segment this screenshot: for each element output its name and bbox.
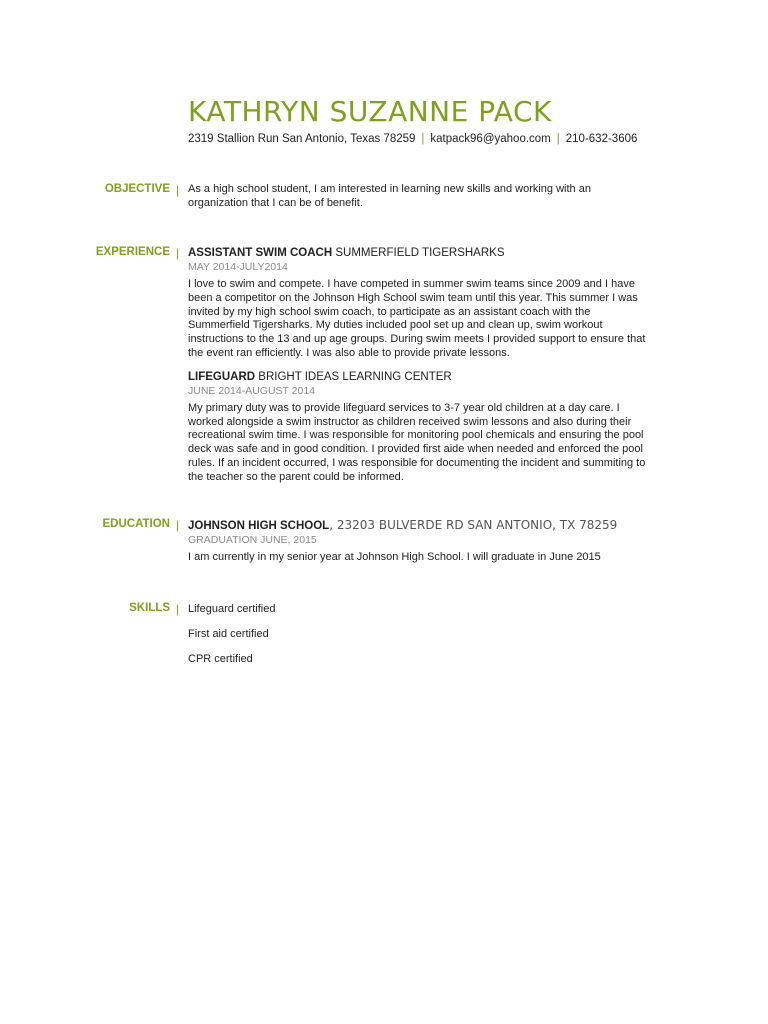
skills-heading: SKILLS [129, 602, 170, 614]
section-divider: | [176, 602, 180, 616]
objective-text: As a high school student, I am interested in learning new skills and working with an organization that I can be of benefit. [188, 183, 591, 209]
job-dates: JUNE 2014-AUGUST 2014 [188, 384, 316, 397]
experience-body [188, 246, 650, 485]
job-org: SUMMERFIELD TIGERSHARKS [332, 247, 505, 259]
contact-line [188, 133, 637, 145]
education-heading: EDUCATION [102, 518, 170, 530]
education-body [188, 518, 650, 565]
school-line [188, 518, 650, 534]
contact-separator: | [556, 133, 560, 145]
job-org: BRIGHT IDEAS LEARNING CENTER [255, 370, 452, 383]
email: katpack96@yahoo.com [430, 133, 551, 145]
job-role: LIFEGUARD [188, 370, 256, 383]
experience-heading: EXPERIENCE [95, 246, 170, 258]
candidate-name: KATHRYN SUZANNE PACK [188, 95, 552, 128]
job-title [188, 370, 650, 385]
skills-list [188, 602, 650, 677]
phone: 210-632-3606 [565, 133, 638, 145]
section-divider: | [176, 518, 180, 532]
contact-separator: | [421, 133, 425, 145]
school-name: JOHNSON HIGH SCHOOL [188, 520, 330, 532]
section-divider: | [176, 246, 180, 260]
objective-heading: OBJECTIVE [104, 183, 170, 195]
job-description: My primary duty was to provide lifeguard services to 3-7 year old children at a day care. I worked alongside a swim instructor as children received swim lessons and also during their recreational swim time. I was responsible for monitoring pool chemicals and ensuring the pool deck was safe and in good condition. I provided first aide when needed and enforced the pool rules. If an incident occurred, I was responsible for documenting the incident and summiting to the teacher so the parent could be informed. [188, 401, 646, 483]
job-dates: MAY 2014-JULY2014 [188, 261, 288, 273]
job-description: I love to swim and compete. I have competed in summer swim teams since 2009 and I have been a competitor on the Johnson High School swim team until this year. This summer I was invited by my high school swim coach, to participate as an assistant coach with the Summerfield Tigersharks. My duties included pool set up and clean up, swim workout instructions to the 13 and up age groups. During swim meets I provided support to ensure that the event ran efficiently. I was also able to provide private lessons. [188, 278, 646, 359]
education-description: I am currently in my senior year at Johnson High School. I will graduate in June 2015 [188, 551, 601, 563]
skill-item: Lifeguard certified [188, 603, 276, 615]
job-entry [188, 370, 650, 485]
address: 2319 Stallion Run San Antonio, Texas 78259 [188, 133, 416, 145]
skill-item: First aid certified [188, 628, 269, 640]
job-title [188, 246, 650, 261]
graduation-date: GRADUATION JUNE, 2015 [188, 534, 317, 546]
job-entry [188, 246, 650, 361]
section-divider: | [176, 183, 180, 197]
school-address: , 23203 BULVERDE RD SAN ANTONIO, TX 78259 [329, 518, 618, 532]
job-role: ASSISTANT SWIM COACH [188, 247, 333, 259]
skill-item: CPR certified [188, 653, 253, 665]
